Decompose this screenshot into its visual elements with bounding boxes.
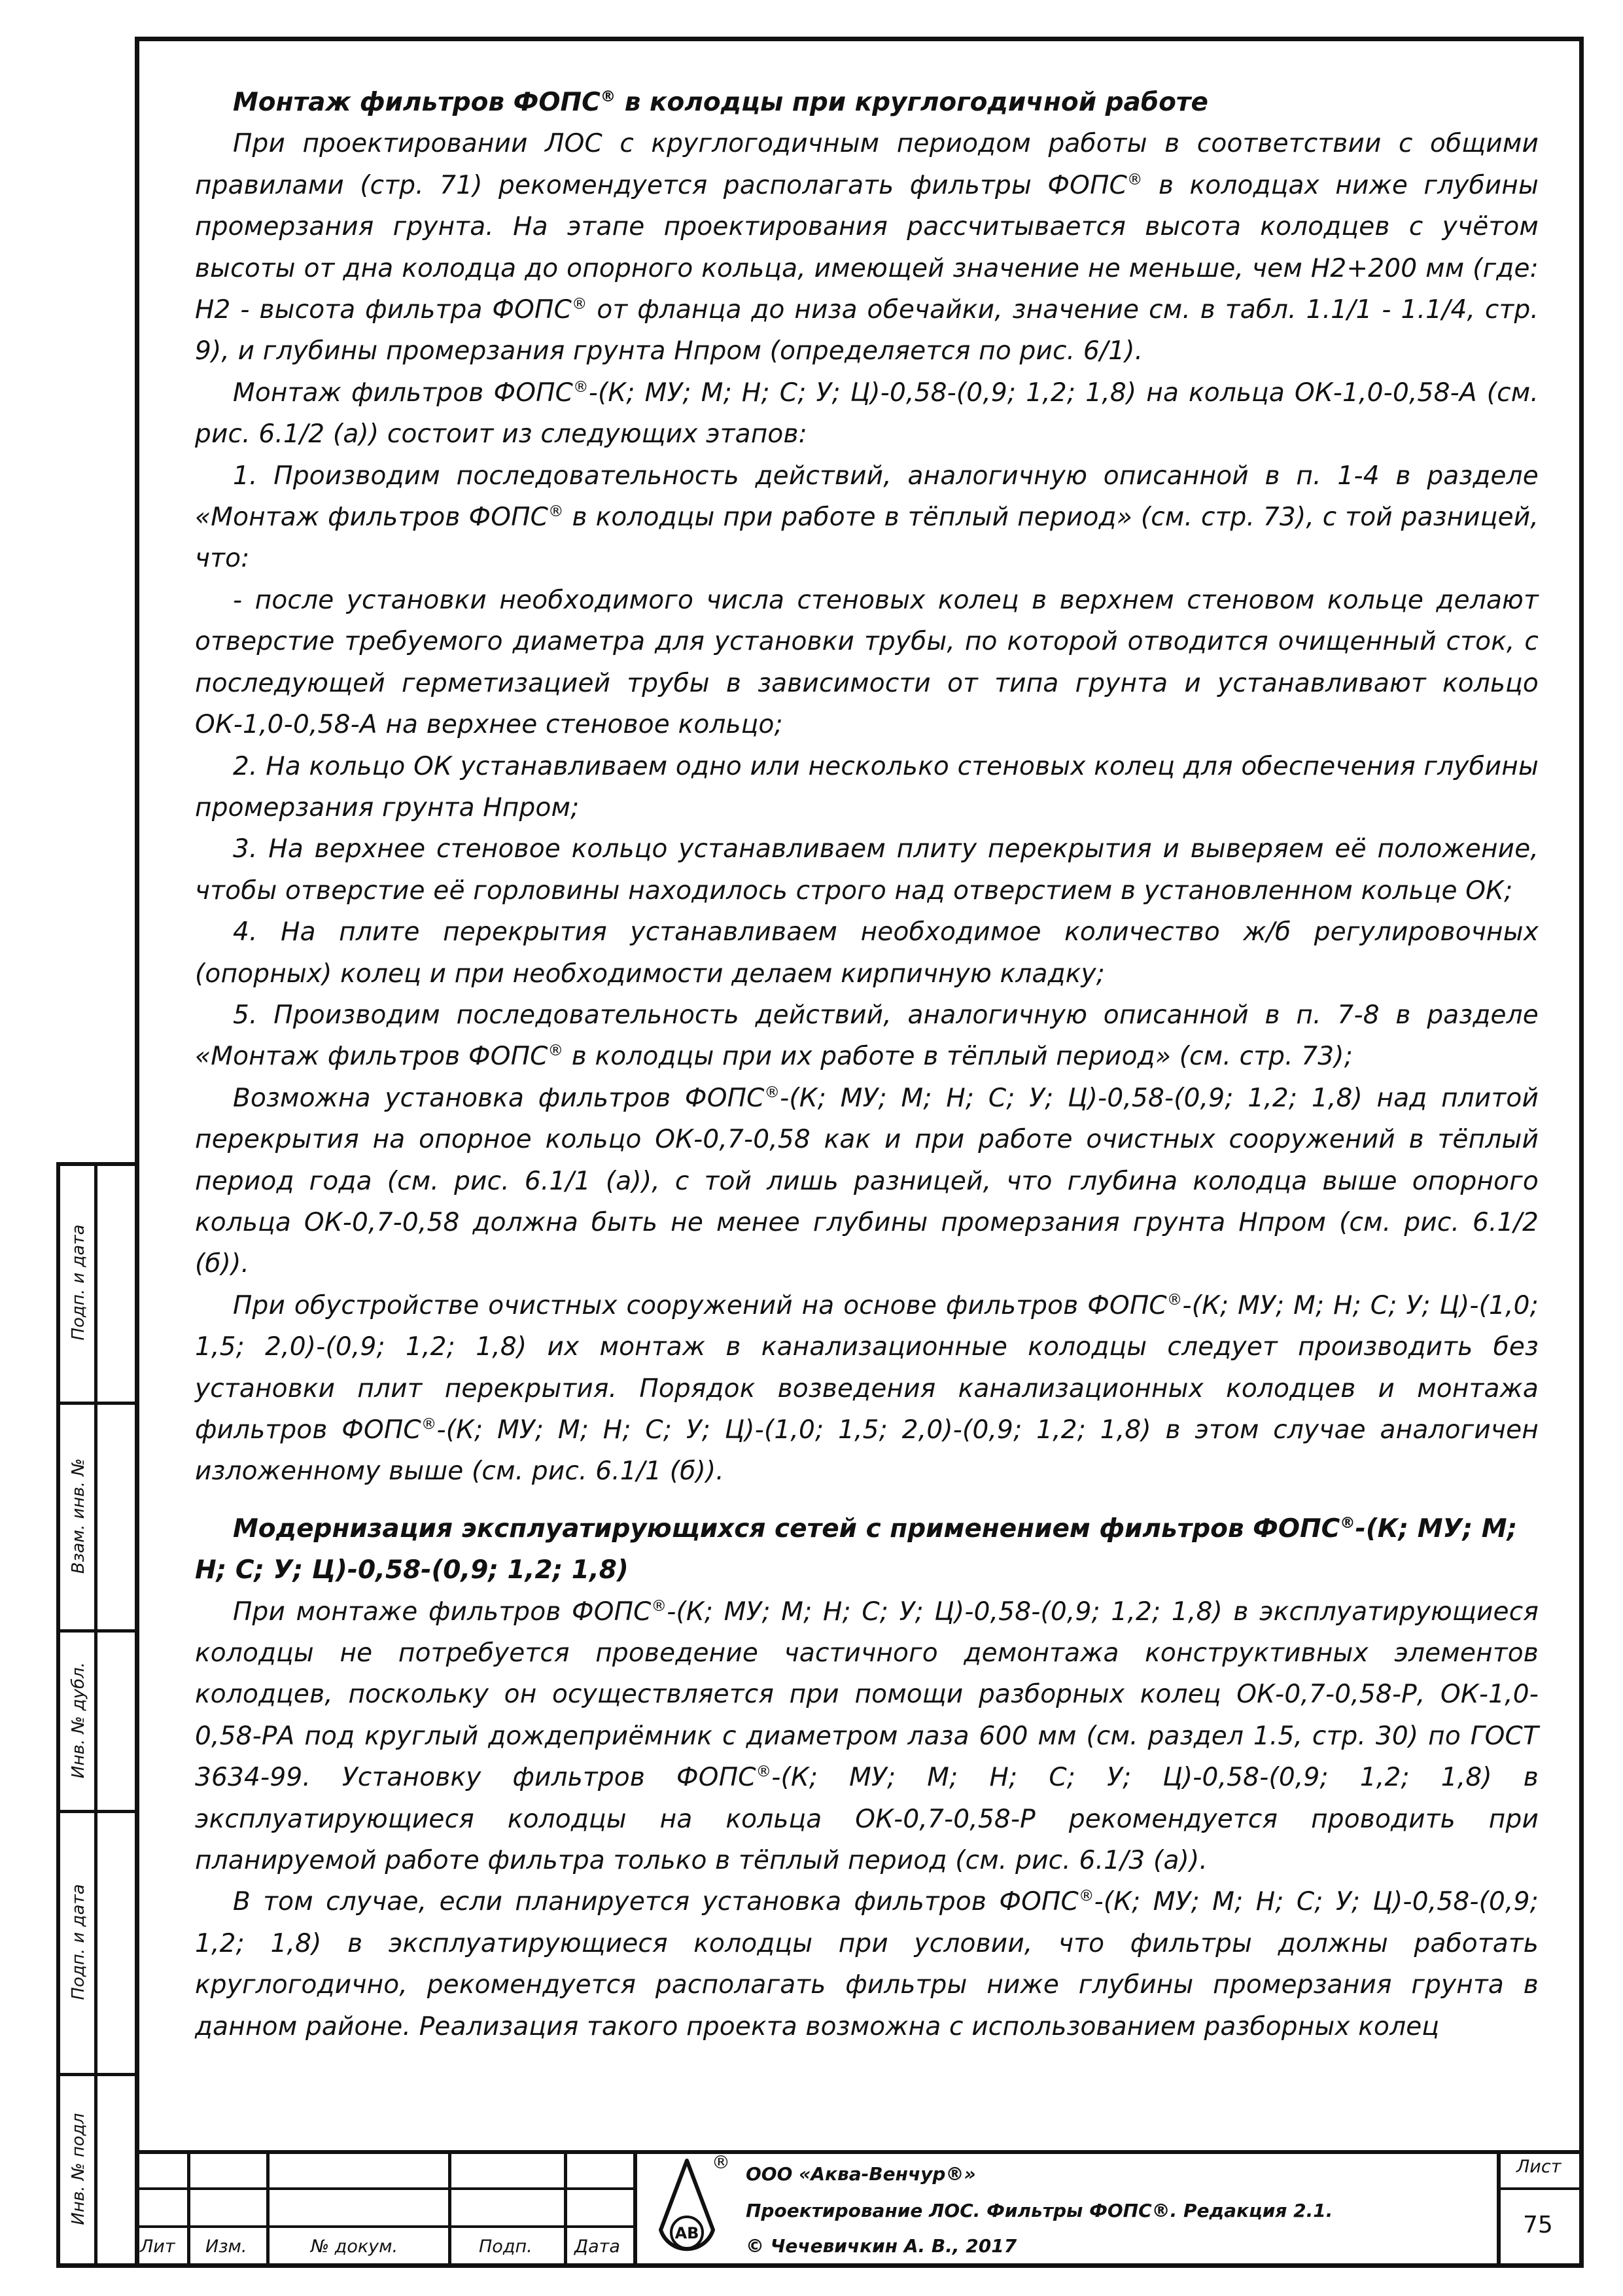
paragraph: При проектировании ЛОС с круглогодичным периодом работы в соответствии с общими правилами (стр. 71) рекомендуется располагать фильтры ФОПС® в колодцах ниже глубины промерзания грунта. На этапе проектирования рассчитывается высота колодцев с учётом высоты от дна колодца до опорного кольца, имеющей значение не меньше, чем Н2+200 мм (где: Н2 - высота фильтра ФОПС® от фланца до низа обечайки, значение см. в табл. 1.1/1 - 1.1/4, стр. 9), и глубины промерзания грунта Нпром (определяется по рис. 6/1). [195, 129, 1539, 366]
sheet-label: Лист [1516, 2157, 1562, 2177]
copyright: © Чечевичкин А. В., 2017 [746, 2235, 1017, 2257]
title-block-col-line [1497, 2150, 1501, 2268]
frame-bottom [56, 2263, 1584, 2268]
title-block-col-line [564, 2150, 567, 2268]
title-block-row-line [135, 2225, 635, 2228]
title-block-col-line [187, 2150, 190, 2268]
paragraph: Монтаж фильтров ФОПС®-(К; МУ; М; Н; С; У; Ц)-0,58-(0,9; 1,2; 1,8) на кольца ОК-1,0-0,58-А (см. рис. 6.1/2 (а)) состоит из следующих этапов: [195, 377, 1539, 450]
title-block-col-line [266, 2150, 270, 2268]
project-title: Проектирование ЛОС. Фильтры ФОПС®. Редакция 2.1. [746, 2200, 1333, 2221]
paragraph: 4. На плите перекрытия устанавливаем необходимое количество ж/б регулировочных (опорных) колец и при необходимости делаем кирпичную кладку; [195, 917, 1539, 989]
col-label-izm: Изм. [205, 2236, 247, 2257]
paragraph: Возможна установка фильтров ФОПС®-(К; МУ; М; Н; С; У; Ц)-0,58-(0,9; 1,2; 1,8) над плитой перекрытия на опорное кольцо ОК-0,7-0,58 как и при работе очистных сооружений в тёплый период года (см. рис. 6.1/1 (а)), с той лишь разницей, что глубина колодца выше опорного кольца ОК-0,7-0,58 должна быть не менее глубины промерзания грунта Нпром (см. рис. 6.1/2 (б)). [195, 1082, 1539, 1279]
col-label-lit: Лит [140, 2236, 175, 2257]
title-block-top-line [135, 2150, 1584, 2154]
company-logo [654, 2153, 720, 2264]
side-label-orig-inv: Инв. № подл [69, 2113, 88, 2225]
col-label-date: Дата [574, 2236, 620, 2257]
paragraph: - после установки необходимого числа стеновых колец в верхнем стеновом кольце делают отверстие требуемого диаметра для установки трубы, по которой отводится очищенный сток, с последующей герметизацией трубы в зависимости от типа грунта и устанавливают кольцо ОК-1,0-0,58-А на верхнее стеновое кольцо; [195, 585, 1539, 740]
side-stamp-row-line [56, 1402, 139, 1405]
side-stamp-divider [94, 1162, 97, 2268]
paragraph: При монтаже фильтров ФОПС®-(К; МУ; М; Н; С; У; Ц)-0,58-(0,9; 1,2; 1,8) в эксплуатирующиеся колодцы не потребуется проведение частичного демонтажа конструктивных элементов колодцев, поскольку он осуществляется при помощи разборных колец ОК-0,7-0,58-Р, ОК-1,0-0,58-РА под круглый дождеприёмник с диаметром лаза 600 мм (см. раздел 1.5, стр. 30) по ГОСТ 3634-99. Установку фильтров ФОПС®-(К; МУ; М; Н; С; У; Ц)-0,58-(0,9; 1,2; 1,8) в эксплуатирующиеся колодцы на кольца ОК-0,7-0,58-Р рекомендуется проводить при планируемой работе фильтра только в тёплый период (см. рис. 6.1/3 (а)). [195, 1596, 1539, 1876]
frame-top [135, 37, 1584, 41]
col-label-doc-num: № докум. [311, 2236, 398, 2257]
paragraph: 3. На верхнее стеновое кольцо устанавливаем плиту перекрытия и выверяем её положение, чтобы отверстие её горловины находилось строго над отверстием в установленном кольце ОК; [195, 834, 1539, 906]
title-block-sheet-line [1497, 2187, 1584, 2190]
title-block-row-line [135, 2187, 635, 2190]
paragraph: 2. На кольцо ОК устанавливаем одно или несколько стеновых колец для обеспечения глубины промерзания грунта Нпром; [195, 751, 1539, 822]
side-label-sign-date-1: Подп. и дата [69, 1224, 88, 1341]
section-heading: Модернизация эксплуатирующихся сетей с применением фильтров ФОПС®-(К; МУ; М; Н; С; У; Ц)-0,58-(0,9; 1,2; 1,8) [195, 1513, 1518, 1585]
paragraph: При обустройстве очистных сооружений на основе фильтров ФОПС®-(К; МУ; М; Н; С; У; Ц)-(1,0; 1,5; 2,0)-(0,9; 1,2; 1,8) их монтаж в канализационные колодцы следует производить без установки плит перекрытия. Порядок возведения канализационных колодцев и монтажа фильтров ФОПС®-(К; МУ; М; Н; С; У; Ц)-(1,0; 1,5; 2,0)-(0,9; 1,2; 1,8) в этом случае аналогичен изложенному выше (см. рис. 6.1/1 (б)). [195, 1290, 1539, 1487]
title-block-col-line [633, 2150, 637, 2268]
paragraph: 1. Производим последовательность действий, аналогичную описанной в п. 1-4 в разделе «Монтаж фильтров ФОПС® в колодцы при работе в тёплый период» (см. стр. 73), с той разницей, что: [195, 461, 1539, 574]
section-gap [195, 1492, 1539, 1508]
logo-registered-mark: ® [712, 2151, 730, 2173]
frame-right [1579, 37, 1584, 2268]
side-label-dup-inv: Инв. № дубл. [69, 1662, 88, 1778]
section-heading: Монтаж фильтров ФОПС® в колодцы при круглогодичной работе [233, 87, 1208, 117]
document-body [195, 82, 1539, 2047]
paragraph: В том случае, если планируется установка фильтров ФОПС®-(К; МУ; М; Н; С; У; Ц)-0,58-(0,9; 1,2; 1,8) в эксплуатирующиеся колодцы при условии, что фильтры должны работать круглогодично, рекомендуется располагать фильтры ниже глубины промерзания грунта в данном районе. Реализация такого проекта возможна с использованием разборных колец [195, 1886, 1539, 2041]
company-name: ООО «Аква-Венчур®» [746, 2163, 976, 2185]
side-label-sign-date-2: Подп. и дата [69, 1884, 88, 2000]
paragraph: 5. Производим последовательность действий, аналогичную описанной в п. 7-8 в разделе «Монтаж фильтров ФОПС® в колодцы при их работе в тёплый период» (см. стр. 73); [195, 1000, 1539, 1072]
col-label-sign: Подп. [479, 2236, 532, 2257]
side-label-replace-inv: Взам. инв. № [69, 1458, 88, 1574]
title-block-col-line [448, 2150, 451, 2268]
page-number: 75 [1523, 2212, 1553, 2238]
logo-text: АВ [674, 2224, 699, 2242]
